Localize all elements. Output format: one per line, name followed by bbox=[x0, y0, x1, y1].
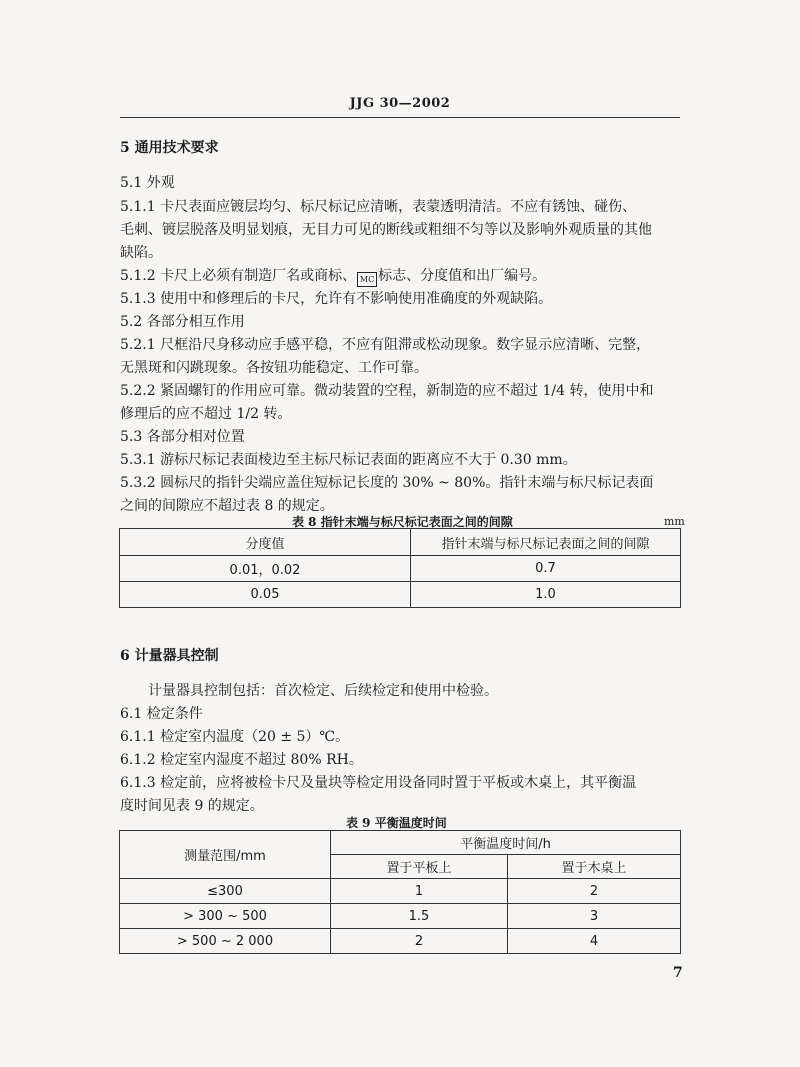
clause-5-2-1-line2: 无黑斑和闪跳现象。各按钮功能稳定、工作可靠。 bbox=[120, 360, 428, 376]
clause-6-1-2: 6.1.2 检定室内湿度不超过 80% RH。 bbox=[120, 752, 363, 768]
table-8 bbox=[119, 528, 681, 608]
clause-5-1: 5.1 外观 bbox=[120, 175, 175, 191]
table-8-unit: mm bbox=[664, 515, 685, 528]
table-9-header-range: 测量范围/mm bbox=[120, 831, 331, 879]
table-8-cell: 0.7 bbox=[411, 556, 681, 582]
clause-5-1-1-line2: 毛刺、镀层脱落及明显划痕，无目力可见的断线或粗细不匀等以及影响外观质量的其他 bbox=[120, 222, 652, 238]
table-row bbox=[120, 582, 681, 608]
table-9-subheader-desk: 置于木桌上 bbox=[508, 855, 681, 879]
table-9-cell: 2 bbox=[331, 929, 508, 954]
running-header: JJG 30—2002 bbox=[349, 96, 451, 111]
section-5-title: 5 通用技术要求 bbox=[120, 140, 219, 156]
clause-5-2-2-line1: 5.2.2 紧固螺钉的作用应可靠。微动装置的空程，新制造的应不超过 1/4 转，使用中和 bbox=[120, 383, 654, 399]
table-row bbox=[120, 879, 681, 904]
table-9-subheader-plate: 置于平板上 bbox=[331, 855, 508, 879]
table-8-header-gap: 指针末端与标尺标记表面之间的间隙 bbox=[411, 529, 681, 556]
table-9-cell: 2 bbox=[508, 879, 681, 904]
table-8-caption: 表 8 指针末端与标尺标记表面之间的间隙 bbox=[292, 515, 513, 529]
table-row bbox=[120, 904, 681, 929]
clause-6-1: 6.1 检定条件 bbox=[120, 706, 203, 722]
clause-5-3-1: 5.3.1 游标尺标记表面棱边至主标尺标记表面的距离应不大于 0.30 mm。 bbox=[120, 452, 577, 468]
clause-5-2-2-line2: 修理后的应不超过 1/2 转。 bbox=[120, 406, 292, 422]
table-9-header-time: 平衡温度时间/h bbox=[331, 831, 681, 855]
clause-6-1-1: 6.1.1 检定室内温度（20 ± 5）℃。 bbox=[120, 729, 350, 745]
table-9-cell: > 500 ~ 2 000 bbox=[120, 929, 331, 954]
table-9-cell: 1 bbox=[331, 879, 508, 904]
table-9-cell: 4 bbox=[508, 929, 681, 954]
table-8-header-division: 分度值 bbox=[120, 529, 411, 556]
header-rule bbox=[120, 117, 680, 118]
clause-5-3: 5.3 各部分相对位置 bbox=[120, 429, 245, 445]
clause-5-1-1-line3: 缺陷。 bbox=[120, 245, 162, 261]
section-6-intro: 计量器具控制包括：首次检定、后续检定和使用中检验。 bbox=[148, 683, 498, 699]
mc-mark-icon: MC bbox=[357, 272, 377, 287]
table-9 bbox=[119, 830, 681, 954]
clause-5-2: 5.2 各部分相互作用 bbox=[120, 314, 245, 330]
clause-5-3-2-line1: 5.3.2 圆标尺的指针尖端应盖住短标记长度的 30% ~ 80%。指针末端与标尺标记表面 bbox=[120, 475, 654, 491]
table-9-cell: > 300 ~ 500 bbox=[120, 904, 331, 929]
table-9-caption: 表 9 平衡温度时间 bbox=[346, 816, 447, 830]
table-9-cell: 1.5 bbox=[331, 904, 508, 929]
clause-5-1-2-text-a: 5.1.2 卡尺上必须有制造厂名或商标、 bbox=[120, 268, 357, 284]
table-8-cell: 0.05 bbox=[120, 582, 411, 608]
clause-5-1-2-text-b: 标志、分度值和出厂编号。 bbox=[378, 268, 547, 284]
clause-5-1-1-line1: 5.1.1 卡尺表面应镀层均匀、标尺标记应清晰，表蒙透明清洁。不应有锈蚀、碰伤、 bbox=[120, 199, 637, 215]
table-row bbox=[120, 556, 681, 582]
table-8-cell: 1.0 bbox=[411, 582, 681, 608]
table-9-cell: ≤300 bbox=[120, 879, 331, 904]
table-row bbox=[120, 929, 681, 954]
page-number: 7 bbox=[673, 965, 683, 981]
section-6-title: 6 计量器具控制 bbox=[120, 648, 219, 664]
clause-5-1-3: 5.1.3 使用中和修理后的卡尺，允许有不影响使用准确度的外观缺陷。 bbox=[120, 291, 553, 307]
clause-5-2-1-line1: 5.2.1 尺框沿尺身移动应手感平稳，不应有阻滞或松动现象。数字显示应清晰、完整， bbox=[120, 337, 651, 353]
clause-5-1-2 bbox=[120, 265, 546, 287]
clause-5-3-2-line2: 之间的间隙应不超过表 8 的规定。 bbox=[120, 498, 334, 514]
clause-6-1-3-line1: 6.1.3 检定前，应将被检卡尺及量块等检定用设备同时置于平板或木桌上，其平衡温 bbox=[120, 775, 637, 791]
table-8-cell: 0.01，0.02 bbox=[120, 556, 411, 582]
clause-6-1-3-line2: 度时间见表 9 的规定。 bbox=[120, 798, 264, 814]
table-9-cell: 3 bbox=[508, 904, 681, 929]
